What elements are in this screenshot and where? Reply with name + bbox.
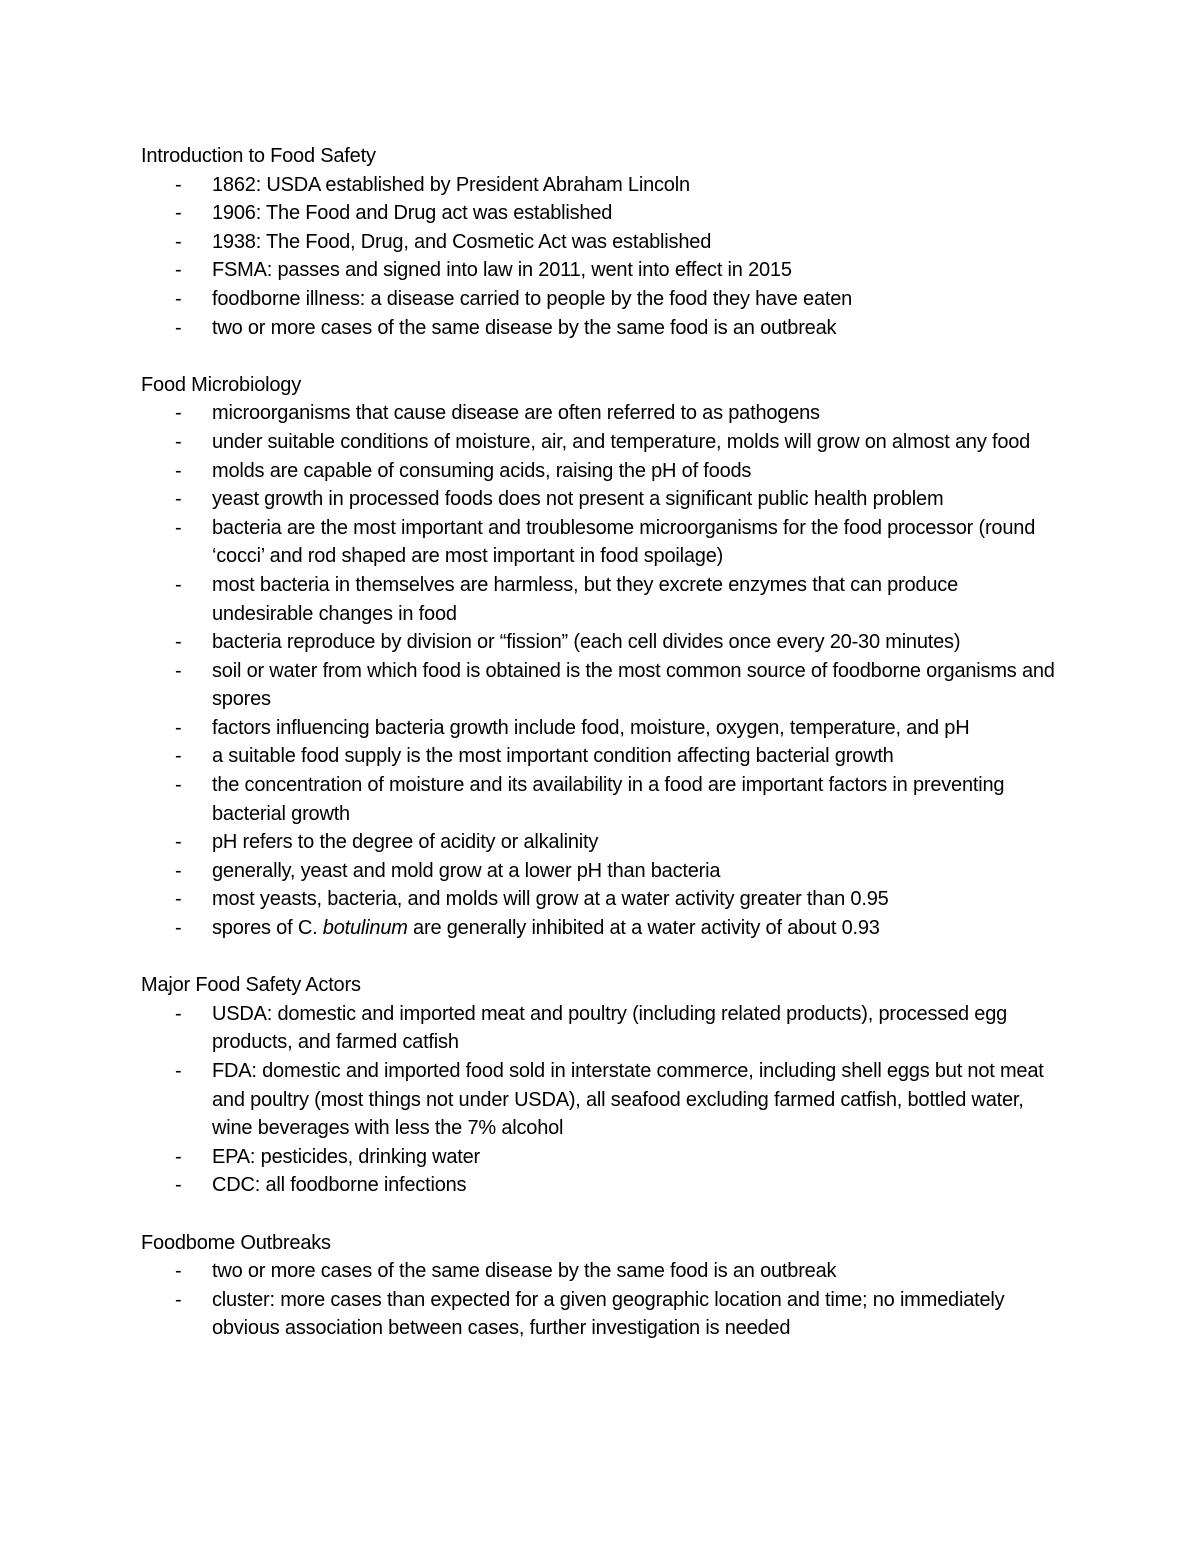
bullet-dash: - bbox=[175, 230, 182, 253]
bullet-dash: - bbox=[175, 488, 182, 511]
bullet-dash: - bbox=[175, 316, 182, 339]
list-item-text: most bacteria in themselves are harmless, but they excrete enzymes that can produce undesirable changes in food bbox=[212, 573, 958, 625]
bullet-dash: - bbox=[175, 1002, 182, 1025]
section-heading: Introduction to Food Safety bbox=[141, 145, 376, 167]
list-item-text: 1906: The Food and Drug act was established bbox=[212, 202, 613, 225]
list-item-text: bacteria are the most important and troublesome microorganisms for the food processor (round ‘cocci’ and rod shaped are most important in food spoilage) bbox=[212, 516, 1036, 568]
list-item-text: two or more cases of the same disease by the same food is an outbreak bbox=[212, 316, 837, 339]
bullet-list bbox=[141, 399, 1056, 942]
section-major-food-safety-actors bbox=[141, 971, 1056, 1200]
list-item bbox=[141, 1286, 1056, 1343]
list-item bbox=[141, 885, 1056, 914]
list-item-text: the concentration of moisture and its availability in a food are important factors in preventing bacterial growth bbox=[212, 774, 1005, 825]
list-item-text: microorganisms that cause disease are often referred to as pathogens bbox=[212, 402, 820, 425]
section-foodborne-outbreaks bbox=[141, 1229, 1056, 1343]
list-item bbox=[141, 514, 1056, 571]
bullet-dash: - bbox=[175, 659, 182, 682]
bullet-dash: - bbox=[175, 573, 182, 596]
list-item bbox=[141, 857, 1056, 886]
bullet-list bbox=[141, 1000, 1056, 1200]
list-item-text: two or more cases of the same disease by the same food is an outbreak bbox=[212, 1260, 837, 1283]
section-heading: Major Food Safety Actors bbox=[141, 974, 361, 997]
list-item-text: soil or water from which food is obtained is the most common source of foodborne organisms and spores bbox=[212, 659, 1055, 711]
list-item-text: generally, yeast and mold grow at a lower pH than bacteria bbox=[212, 859, 721, 882]
bullet-dash: - bbox=[175, 888, 182, 911]
list-item-text: under suitable conditions of moisture, air, and temperature, molds will grow on almost any food bbox=[212, 430, 1031, 453]
bullet-dash: - bbox=[175, 716, 182, 739]
list-item-text: foodborne illness: a disease carried to people by the food they have eaten bbox=[212, 287, 853, 310]
bullet-list bbox=[141, 1257, 1056, 1343]
list-item-text: 1938: The Food, Drug, and Cosmetic Act was established bbox=[212, 230, 712, 253]
list-item-text: yeast growth in processed foods does not present a significant public health problem bbox=[212, 488, 944, 511]
bullet-dash: - bbox=[175, 459, 182, 482]
section-food-microbiology bbox=[141, 371, 1056, 943]
list-item-text: cluster: more cases than expected for a given geographic location and time; no immediately obvious association between cases, further investigation is needed bbox=[212, 1288, 1005, 1340]
list-item bbox=[141, 657, 1056, 714]
bullet-dash: - bbox=[175, 1060, 182, 1082]
list-item bbox=[141, 771, 1056, 828]
bullet-dash: - bbox=[175, 1174, 182, 1197]
list-item-text: USDA: domestic and imported meat and poultry (including related products), processed egg products, and farmed catfish bbox=[212, 1002, 1008, 1054]
list-item bbox=[141, 314, 1056, 343]
bullet-dash: - bbox=[175, 1260, 182, 1283]
bullet-dash: - bbox=[175, 1145, 182, 1168]
bullet-dash: - bbox=[175, 202, 182, 225]
list-item bbox=[141, 428, 1056, 457]
list-item bbox=[141, 828, 1056, 857]
list-item bbox=[141, 1000, 1056, 1057]
list-item bbox=[141, 1171, 1056, 1200]
list-item bbox=[141, 285, 1056, 314]
list-item bbox=[141, 628, 1056, 657]
list-item-text: CDC: all foodborne infections bbox=[212, 1174, 467, 1197]
bullet-dash: - bbox=[175, 259, 182, 282]
list-item bbox=[141, 571, 1056, 628]
list-item bbox=[141, 399, 1056, 428]
bullet-dash: - bbox=[175, 831, 182, 854]
bullet-dash: - bbox=[175, 631, 182, 654]
list-item-text: molds are capable of consuming acids, raising the pH of foods bbox=[212, 459, 752, 482]
bullet-dash: - bbox=[175, 287, 182, 310]
list-item bbox=[141, 1143, 1056, 1172]
list-item bbox=[141, 171, 1056, 200]
bullet-dash: - bbox=[175, 516, 182, 539]
list-item-text: most yeasts, bacteria, and molds will grow at a water activity greater than 0.95 bbox=[212, 888, 889, 911]
list-item-text-before: spores of C. bbox=[212, 917, 323, 940]
list-item bbox=[141, 1257, 1056, 1286]
bullet-dash: - bbox=[175, 917, 182, 940]
bullet-dash: - bbox=[175, 745, 182, 768]
list-item-text: EPA: pesticides, drinking water bbox=[212, 1145, 480, 1168]
bullet-dash: - bbox=[175, 1288, 182, 1311]
section-heading: Foodbome Outbreaks bbox=[141, 1231, 331, 1254]
bullet-dash: - bbox=[175, 859, 182, 882]
list-item-text: FSMA: passes and signed into law in 2011, went into effect in 2015 bbox=[212, 259, 792, 282]
list-item bbox=[141, 714, 1056, 743]
list-item-text: a suitable food supply is the most important condition affecting bacterial growth bbox=[212, 745, 894, 768]
section-heading: Food Microbiology bbox=[141, 373, 302, 396]
list-item-text: 1862: USDA established by President Abraham Lincoln bbox=[212, 173, 690, 196]
list-item bbox=[141, 1057, 1056, 1143]
bullet-dash: - bbox=[175, 774, 182, 797]
list-item-text-after: are generally inhibited at a water activity of about 0.93 bbox=[407, 917, 880, 940]
section-intro-food-safety bbox=[141, 142, 1056, 342]
list-item-text: FDA: domestic and imported food sold in interstate commerce, including shell eggs but not meat and poultry (most things not under USDA), all seafood excluding farmed catfish, bottled water, wine beverages with less the 7% alcohol bbox=[212, 1060, 1044, 1140]
list-item bbox=[141, 228, 1056, 257]
list-item-text: bacteria reproduce by division or “fission” (each cell divides once every 20-30 minutes) bbox=[212, 631, 961, 654]
list-item-text: pH refers to the degree of acidity or alkalinity bbox=[212, 831, 599, 854]
document-body bbox=[141, 142, 1056, 1372]
list-item bbox=[141, 485, 1056, 514]
list-item bbox=[141, 742, 1056, 771]
list-item bbox=[141, 914, 1056, 943]
list-item bbox=[141, 256, 1056, 285]
bullet-dash: - bbox=[175, 402, 182, 425]
list-item bbox=[141, 199, 1056, 228]
bullet-list bbox=[141, 171, 1056, 343]
list-item-text: factors influencing bacteria growth include food, moisture, oxygen, temperature, and pH bbox=[212, 716, 970, 739]
bullet-dash: - bbox=[175, 430, 182, 453]
list-item bbox=[141, 457, 1056, 486]
bullet-dash: - bbox=[175, 173, 182, 196]
species-name-italic: botulinum bbox=[322, 917, 408, 940]
